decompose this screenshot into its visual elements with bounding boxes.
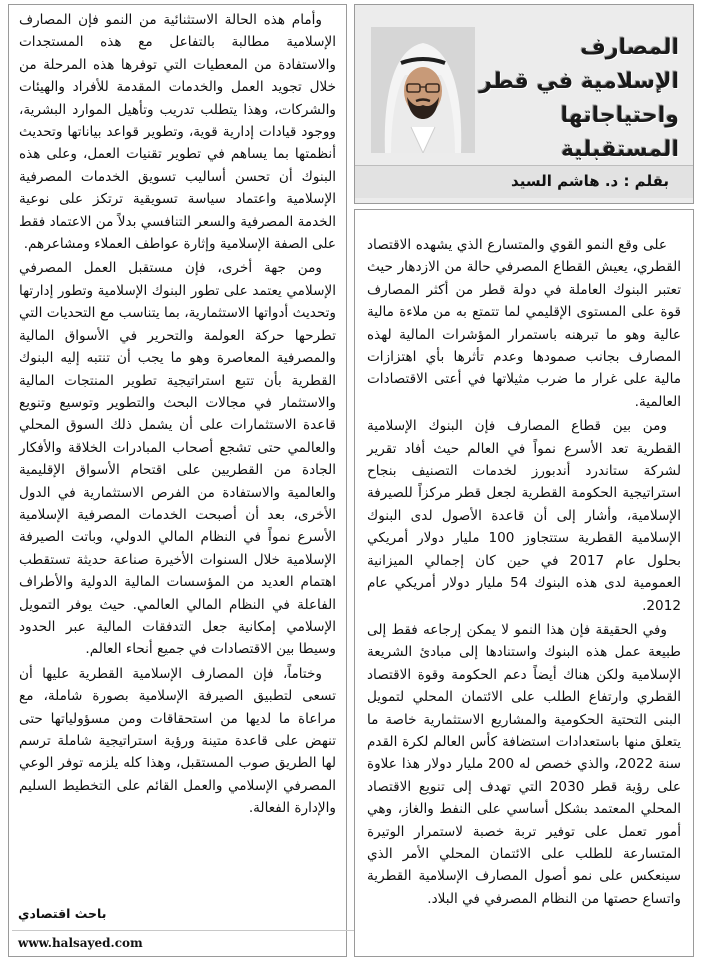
left-paragraph-3: وختاماً، فإن المصارف الإسلامية القطرية عليها أن تسعى لتطبيق الصيرفة الإسلامية بصورة شاملة، مع مراعاة ما لديها من استحقاقات ومن مسؤولياتها حتى تنهض على قاعدة متينة ورؤية استراتيجية شاملة ترسم لها الطريق صوب المستقبل، وهذا كله يلزمه توفر الوعي المصرفي الإسلامي والعمل القائم على التخطيط السليم والإدارة الفعالة. (19, 665, 336, 817)
website-link[interactable]: www.halsayed.com (18, 936, 143, 950)
left-paragraph-1: وأمام هذه الحالة الاستثنائية من النمو فإن المصارف الإسلامية مطالبة بالتفاعل مع هذه المستجدات والاستفادة من المعطيات التي توفرها هذه المرحلة من خلال تجويد العمل والخدمات المقدمة للأفراد والهيئات والشركات، وهذا يتطلب تدريب وتأهيل الموارد البشرية، ووجود قيادات إدارية قوية، وتطوير قواعد بياناتها وتحديث أنظمتها بما يساهم في تطوير تقنيات العمل، وعلى هذه البنوك أن تحسن أساليب تسويق الخدمات المصرفية الإسلامية واعتماد سياسة تسويقية ترتكز على نوعية الخدمة المصرفية والسعر التنافسي بدلاً من الاعتماد فقط على الصفة الإسلامية وإثارة عواطف العملاء ومشاعرهم. (19, 12, 336, 253)
article-headline (479, 31, 679, 167)
byline-bar (355, 165, 693, 198)
left-paragraph-2: ومن جهة أخرى، فإن مستقبل العمل المصرفي الإسلامي يعتمد على تطور البنوك الإسلامية وتطور إدارتها وتحديث أدواتها الاستثمارية، بما يتناسب مع التحديات التي تطرحها حركة العولمة والتحرير في الأسواق المالية والمصرفية المعاصرة وهو ما يجب أن تنتبه إليه البنوك القطرية بأن تتبع استراتيجية تطوير المنتجات المالية والاستثمار في مجالات البحث والتطوير وتوسيع وتنويع قاعدة الاستثمارات على أن يشمل ذلك السوق المحلي والعالمي حتى تشجع أصحاب المبادرات الخلاقة والأفكار الجادة من القطريين على اقتحام الأسواق الإقليمية والعالمية والاستفادة من الفرص الاستثمارية في الدول الأخرى، بعد أن أصبحت الخدمات المصرفية الإسلامية الأسرع نمواً في النظام المالي الدولي، وباتت الصيرفة الإسلامية خلال السنوات الأخيرة صناعة حديثة تستقطب اهتمام العديد من المؤسسات المالية الدولية والأطراف الفاعلة في النظام المالي العالمي. حيث يوفر التمويل الإسلامي إمكانية جعل التدفقات المالية عبر الحدود وسيطا بين الاقتصادات في جميع أنحاء العالم. (19, 260, 336, 658)
headline-line-2: واحتياجاتها المستقبلية (560, 103, 679, 162)
author-portrait-icon (371, 27, 475, 153)
right-paragraph-3: وفي الحقيقة فإن هذا النمو لا يمكن إرجاعه فقط إلى طبيعة عمل هذه البنوك واستنادها إلى مبادئ الشريعة الإسلامية ولكن هناك أيضاً دعم الحكومة وقوة الاقتصاد القطري وارتفاع الطلب على الائتمان المحلي لتمويل البنى التحتية الحكومية والمشاريع الاستثمارية خاصة ما يتعلق منها باستعدادات استضافة كأس العالم لكرة القدم سنة 2022، والذي خصص له 200 مليار دولار هذا علاوة على رؤية قطر 2030 التي تهدف إلى تنويع الاقتصاد المحلي المعتمد بشكل أساسي على النفط والغاز، وهي أمور تعمل على توفير تربة خصبة لاستمرار الوتيرة المتسارعة للطلب على الائتمان المحلي الأمر الذي سينعكس على نمو أصول المصارف الإسلامية القطرية واتساع حصتها من النظام المصرفي في البلاد. (367, 621, 681, 907)
byline: بقلم : د. هاشم السيد (511, 172, 669, 190)
left-column-text (13, 9, 342, 822)
article-header (354, 4, 694, 204)
headline-line-1: المصارف الإسلامية في قطر (479, 35, 679, 94)
left-column (8, 4, 347, 957)
author-photo (371, 27, 475, 153)
right-paragraph-1: على وقع النمو القوي والمتسارع الذي يشهده الاقتصاد القطري، يعيش القطاع المصرفي حالة من الازدهار حيث تعتبر البنوك العاملة في دولة قطر من أكثر المصارف قوة على المستوى الإقليمي لما تتمتع به من ملاءة مالية عالية وهو ما تبرهنه باستمرار المؤشرات المالية لهذه المصارف بجانب صمودها وعدم تأثرها بأي اهتزازات مالية على غرار ما ضرب مثيلاتها في أعتى الاقتصادات العالمية. (367, 237, 681, 410)
right-column (354, 209, 694, 957)
right-column-text (361, 234, 687, 912)
author-title: باحث اقتصادي (18, 906, 107, 921)
right-paragraph-2: ومن بين قطاع المصارف فإن البنوك الإسلامية القطرية تعد الأسرع نمواً في العالم حيث أفاد تقرير لشركة ستاندرد أندبورز لخدمات التصنيف بنجاح استراتيجية الحكومة القطرية لجعل قطر مركزاً للصيرفة الإسلامية، وأشار إلى أن قاعدة الأصول لدى البنوك الإسلامية القطرية ستتجاوز 100 مليار دولار أمريكي بحلول عام 2017 في حين كان إجمالي الميزانية العمومية لدى هذه البنوك 54 مليار دولار أمريكي عام 2012. (367, 418, 682, 614)
